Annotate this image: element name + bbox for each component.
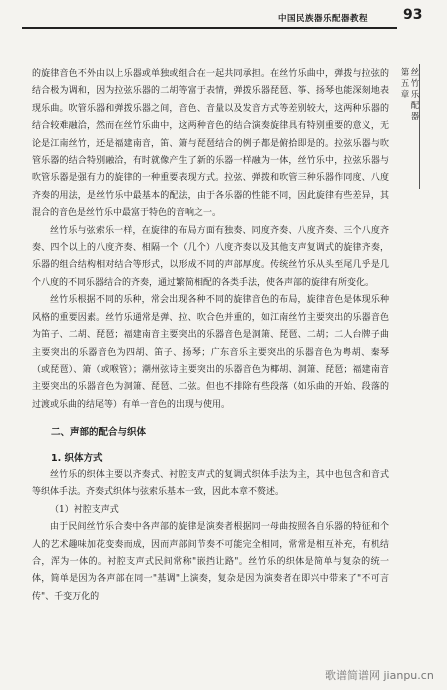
subsection-heading: 1. 织体方式 (51, 452, 103, 464)
page-header (0, 0, 447, 30)
paragraph-3: 丝竹乐根据不同的乐种，常会出现各种不同的旋律音色的布局，旋律音色是体现乐种风格的重要因素。丝竹乐通常是弹、拉、吹合色并重的，如江南丝竹主要突出的乐器音色为笛子、二胡、琵琶；福建南音主要突出的乐器音色是洞箫、琵琶、二胡；二人台牌子曲主要突出的乐器音色为四胡、笛子、扬琴；广东音乐主要突出的乐器音色为粤胡、秦琴（或琵琶）、箫（或喉管）；潮州弦诗主要突出的乐器音色为椰胡、洞箫、琵琶；福建南音主要突出的乐器音色为洞箫、琵琶、二弦。但也不排除有些段落（如乐曲的开始、段落的过渡或乐曲的结尾等）有单一音色的出现与使用。 (32, 295, 389, 410)
subsubsection-heading: （1）衬腔支声式 (50, 504, 119, 515)
paragraph-2: 丝竹乐与弦索乐一样，在旋律的布局方面有独奏、同度齐奏、八度齐奏、三个八度齐奏、四个以上的八度齐奏、相隔一个（几个）八度齐奏以及其他支声复调式的旋律齐奏，乐器的组合结构相对结合等形式，以形成不同的声部厚度。传统丝竹乐从头至尾几乎是几个八度的不同乐器结合的齐奏，通过繁简相配的各类手法，使各声部的旋律有所变化。 (32, 225, 389, 288)
side-tab-char: 配 (410, 101, 420, 111)
paragraph-1: 的旋律音色不外由以上乐器或单独或组合在一起共同承担。在丝竹乐曲中，弹拨与拉弦的结合极为调和，因为拉弦乐器的二胡等富于表情，弹拨乐器琵琶、筝、扬琴也能深刻地表现乐曲。吹管乐器和弹拨乐器之间，音色、音量以及发音方式等差别较大，这两种乐器的结合较难融洽，然而在丝竹乐曲中，这两种音色的结合演奏旋律具有特别重要的意义，无论是江南丝竹，还是福建南音，笛、箫与琵琶结合的例子都是俯拾即是的。拉弦乐器与吹管乐器的结合特别融洽，有时就像产生了新的乐器一样融为一体，丝竹乐中，拉弦乐器与吹管乐器是强有力的旋律的一种重要表现方式。拉弦、弹拨和吹管三种乐器作同度、八度齐奏的用法，是丝竹乐中最基本的配法，由于各乐器的性能不同，因此旋律有些差异，其混合的音色是丝竹乐中最富于特色的音响之一。 (32, 69, 389, 219)
paragraph-4: 丝竹乐的织体主要以齐奏式、衬腔支声式的复调式织体手法为主，其中也包含和音式等织体手法。齐奏式织体与弦索乐基本一致，因此本章不赘述。 (32, 469, 389, 498)
book-title: 中国民族器乐配器教程 (278, 14, 369, 24)
page-content (32, 66, 389, 606)
side-tab-char: 器 (410, 112, 420, 122)
side-tab-char: 丝 (410, 68, 420, 78)
header-rule (22, 27, 397, 29)
section-heading: 二、声部的配合与织体 (51, 427, 147, 439)
side-tab-char: 第 (400, 68, 410, 78)
side-tab-char: 乐 (410, 90, 420, 100)
page-number: 93 (403, 7, 423, 23)
site-watermark: 歌谱简谱网 jianpu.cn (325, 669, 434, 682)
side-tab-char: 五 (400, 79, 410, 89)
side-tab-char: 竹 (410, 79, 420, 89)
side-tab-char: 章 (400, 90, 410, 100)
side-rule (419, 64, 420, 189)
chapter-number-column (400, 68, 410, 101)
paragraph-5: 由于民间丝竹乐合奏中各声部的旋律是演奏者根据同一母曲按照各自乐器的特征和个人的艺术趣味加花变奏而成，因而声部间节奏不可能完全相同，常常是相互补充，有机结合，浑为一体的。衬腔支声式民间常称"嵌挡让路"。丝竹乐的织体是简单与复杂的统一体，简单是因为各声部在同一"基调"上演奏，复杂是因为演奏者在即兴中带来了"不可言传"、千变万化的 (32, 522, 389, 602)
chapter-side-tab (400, 68, 420, 123)
